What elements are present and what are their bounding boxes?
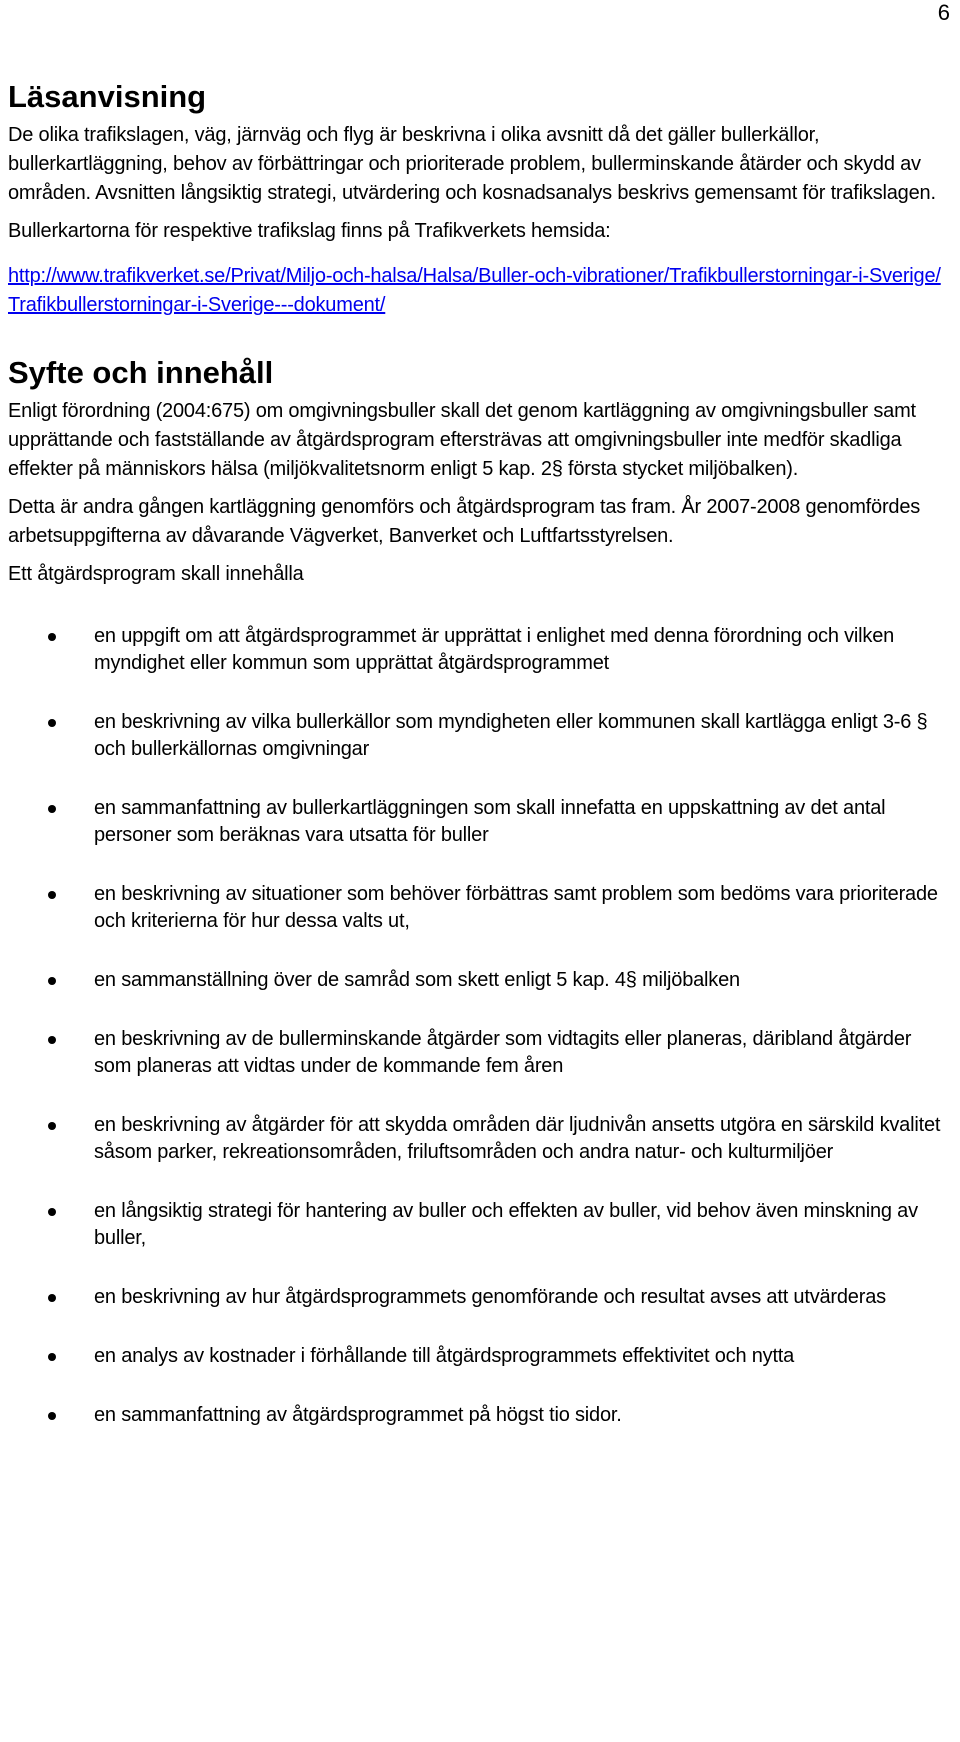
link-paragraph	[8, 262, 952, 320]
bullet-icon	[48, 1208, 56, 1216]
list-item	[8, 1402, 952, 1429]
list-item-text: en sammanfattning av åtgärdsprogrammet på högst tio sidor.	[94, 1404, 622, 1427]
list-item	[8, 1026, 952, 1080]
paragraph-regulation: Enligt förordning (2004:675) om omgivningsbuller skall det genom kartläggning av omgivningsbuller samt upprättande och fastställande av åtgärdsprogram eftersträvas att omgivningsbuller inte medför skadliga effekter på människors hälsa (miljökvalitetsnorm enligt 5 kap. 2§ första stycket miljöbalken).	[8, 400, 916, 481]
bullet-icon	[48, 805, 56, 813]
list-item-text: en sammanfattning av bullerkartläggningen som skall innefatta en uppskattning av det antal personer som beräknas vara utsatta för buller	[94, 797, 886, 847]
page-number: 6	[937, 0, 950, 25]
heading-syfte: Syfte och innehåll	[8, 355, 274, 391]
list-item	[8, 881, 952, 935]
paragraph-history: Detta är andra gången kartläggning genomförs och åtgärdsprogram tas fram. År 2007-2008 genomfördes arbetsuppgifterna av dåvarande Vägverket, Banverket och Luftfartsstyrelsen.	[8, 496, 921, 548]
list-item	[8, 1112, 952, 1166]
list-item-text: en sammanställning över de samråd som skett enligt 5 kap. 4§ miljöbalken	[94, 969, 740, 992]
trafikverket-link[interactable]: http://www.trafikverket.se/Privat/Miljo-och-halsa/Halsa/Buller-och-vibrationer/Trafikbullerstorningar-i-Sverige/Trafikbullerstorningar-i-Sverige---dokument/	[8, 265, 941, 317]
heading-lasanvisning: Läsanvisning	[8, 79, 207, 114]
list-item	[8, 709, 952, 763]
document-body	[8, 78, 952, 1461]
bullet-icon	[48, 1122, 56, 1130]
list-item-text: en uppgift om att åtgärdsprogrammet är upprättat i enlighet med denna förordning och vilken myndighet eller kommun som upprättat åtgärdsprogrammet	[94, 625, 895, 675]
bullet-icon	[48, 1353, 56, 1361]
list-item-text: en beskrivning av hur åtgärdsprogrammets genomförande och resultat avses att utvärderas	[94, 1286, 886, 1309]
bullet-icon	[48, 891, 56, 899]
list-item-text: en beskrivning av de bullerminskande åtgärder som vidtagits eller planeras, däribland åtgärder som planeras att vidtas under de kommande fem åren	[94, 1028, 912, 1078]
list-item-text: en beskrivning av situationer som behöver förbättras samt problem som bedöms vara prioriterade och kriterierna för hur dessa valts ut,	[94, 883, 938, 933]
bullet-icon	[48, 1412, 56, 1420]
list-item	[8, 795, 952, 849]
bullet-icon	[48, 1294, 56, 1302]
bullet-icon	[48, 1036, 56, 1044]
list-item	[8, 967, 952, 994]
list-item	[8, 1343, 952, 1370]
list-item-text: en analys av kostnader i förhållande till åtgärdsprogrammets effektivitet och nytta	[94, 1345, 795, 1368]
list-item	[8, 1284, 952, 1311]
paragraph-reading-guide: De olika trafikslagen, väg, järnväg och flyg är beskrivna i olika avsnitt då det gäller bullerkällor, bullerkartläggning, behov av förbättringar och prioriterade problem, bullerminskande åtärder och skydd av områden. Avsnitten långsiktig strategi, utvärdering och kosnadsanalys beskrivs gemensamt för trafikslagen.	[8, 124, 936, 205]
list-item-text: en beskrivning av vilka bullerkällor som myndigheten eller kommunen skall kartlägga enligt 3-6 § och bullerkällornas omgivningar	[94, 711, 928, 761]
paragraph-noise-maps: Bullerkartorna för respektive trafikslag finns på Trafikverkets hemsida:	[8, 220, 611, 243]
program-contents-list	[8, 623, 952, 1429]
list-item-text: en långsiktig strategi för hantering av buller och effekten av buller, vid behov även minskning av buller,	[94, 1200, 918, 1250]
bullet-icon	[48, 633, 56, 641]
bullet-icon	[48, 719, 56, 727]
list-item-text: en beskrivning av åtgärder för att skydda områden där ljudnivån ansetts utgöra en särskild kvalitet såsom parker, rekreationsområden, friluftsområden och andra natur- och kulturmiljöer	[94, 1114, 941, 1164]
list-item	[8, 623, 952, 677]
list-item	[8, 1198, 952, 1252]
paragraph-program-intro: Ett åtgärdsprogram skall innehålla	[8, 563, 304, 586]
bullet-icon	[48, 977, 56, 985]
